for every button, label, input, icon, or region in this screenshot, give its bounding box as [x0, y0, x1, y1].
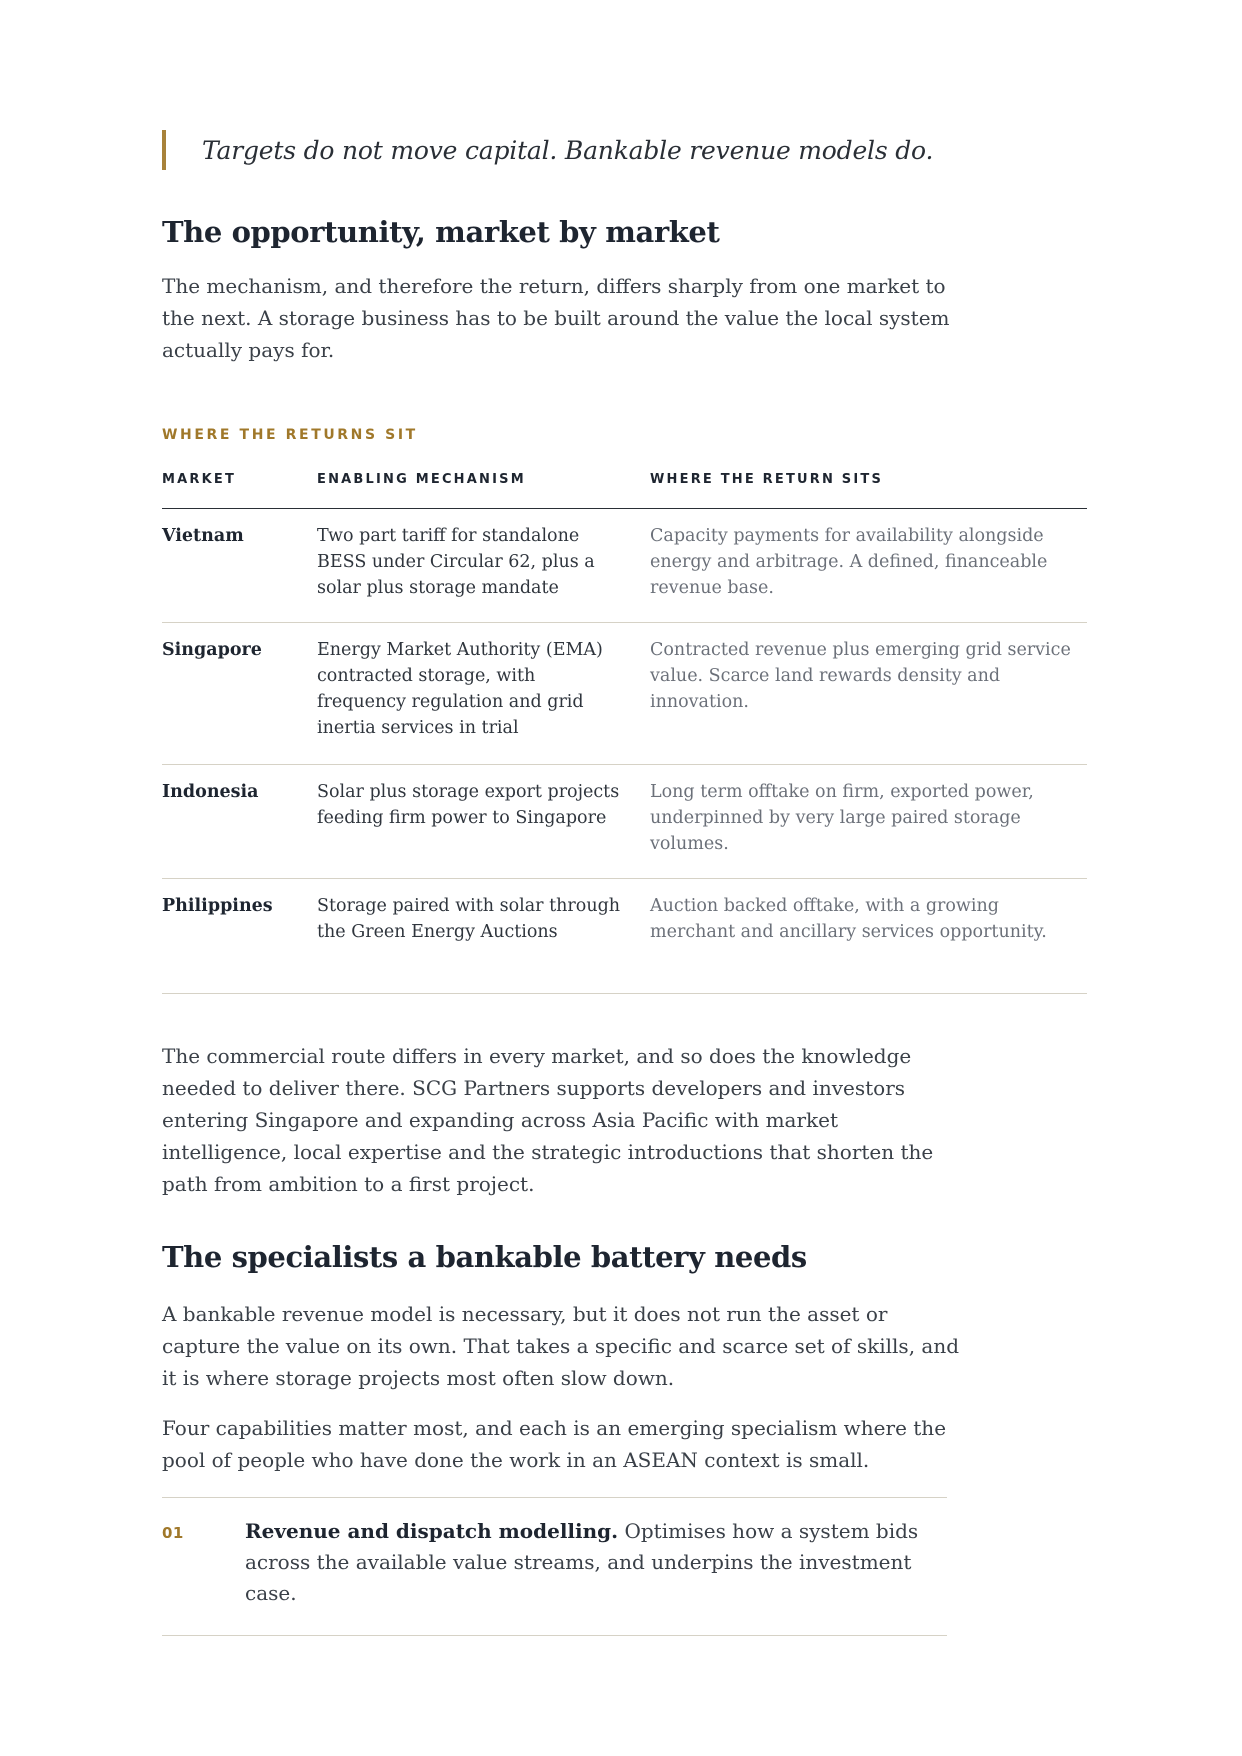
cell-market: Singapore	[162, 640, 262, 660]
cell-return: Long term offtake on firm, exported power, underpinned by very large paired storage volumes.	[650, 782, 1034, 854]
cell-market: Vietnam	[162, 526, 244, 546]
cell-mechanism: Two part tariff for standalone BESS under Circular 62, plus a solar plus storage mandate	[317, 526, 595, 598]
cell-return: Auction backed offtake, with a growing merchant and ancillary services opportunity.	[650, 896, 1047, 942]
cell-return: Contracted revenue plus emerging grid service value. Scarce land rewards density and innovation.	[650, 640, 1071, 712]
intro-paragraph: The mechanism, and therefore the return, differs sharply from one market to the next. A storage business has to be built around the value the local system actually pays for.	[162, 274, 950, 362]
table-header-row	[162, 462, 1087, 509]
cell-mechanism: Storage paired with solar through the Green Energy Auctions	[317, 896, 621, 942]
cell-market: Philippines	[162, 896, 273, 916]
list-item-description: Optimises how a system bids across the available value streams, and underpins the investment case.	[245, 1519, 919, 1605]
list-item-title: Revenue and dispatch modelling.	[245, 1519, 619, 1543]
list-item-text	[245, 1516, 945, 1609]
column-header-market: MARKET	[162, 472, 237, 487]
commercial-route-paragraph: The commercial route differs in every market, and so does the knowledge needed to deliver there. SCG Partners supports developers and investors entering Singapore and expanding across Asia Pacific with market intelligence, local expertise and the strategic introductions that shorten the path from ambition to a first project.	[162, 1044, 934, 1196]
cell-market: Indonesia	[162, 782, 259, 802]
cell-mechanism: Solar plus storage export projects feeding firm power to Singapore	[317, 782, 620, 828]
column-header-return: WHERE THE RETURN SITS	[650, 472, 884, 487]
table-caption: WHERE THE RETURNS SIT	[162, 427, 418, 443]
table-row	[162, 879, 1087, 994]
table-row	[162, 765, 1087, 879]
section-heading-opportunity: The opportunity, market by market	[162, 215, 720, 249]
document-page	[162, 0, 1087, 1756]
pull-quote-text: Targets do not move capital. Bankable revenue models do.	[202, 135, 934, 165]
list-item-number: 01	[162, 1524, 184, 1542]
cell-mechanism: Energy Market Authority (EMA) contracted storage, with frequency regulation and grid inertia services in trial	[317, 640, 603, 738]
section-heading-specialists: The specialists a bankable battery needs	[162, 1240, 807, 1274]
capabilities-list	[162, 1497, 947, 1636]
pull-quote	[162, 130, 952, 170]
table-row	[162, 509, 1087, 623]
table-row	[162, 623, 1087, 765]
specialists-paragraph-2: Four capabilities matter most, and each is an emerging specialism where the pool of people who have done the work in an ASEAN context is small.	[162, 1416, 947, 1472]
specialists-paragraph-1: A bankable revenue model is necessary, but it does not run the asset or capture the value on its own. That takes a specific and scarce set of skills, and it is where storage projects most often slow down.	[162, 1302, 960, 1390]
cell-return: Capacity payments for availability alongside energy and arbitrage. A defined, financeable revenue base.	[650, 526, 1048, 598]
column-header-mechanism: ENABLING MECHANISM	[317, 472, 526, 487]
list-item	[162, 1498, 947, 1636]
returns-table	[162, 462, 1087, 994]
